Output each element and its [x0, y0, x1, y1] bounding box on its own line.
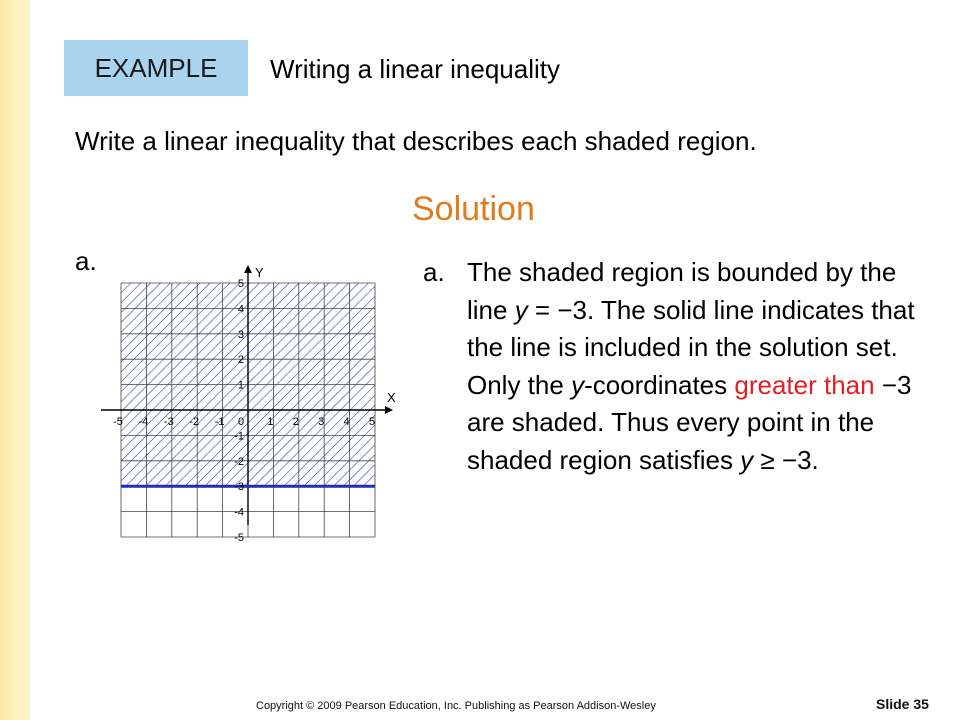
x-axis-label: X: [387, 390, 396, 405]
y-tick-label: -5: [234, 532, 244, 544]
solution-heading: Solution: [412, 190, 535, 228]
solution-var-y-2: y: [571, 369, 585, 400]
y-axis-arrow: [244, 265, 252, 273]
part-label: a.: [75, 246, 97, 276]
solution-text: [467, 254, 922, 479]
prompt-text: Write a linear inequality that describes each shaded region.: [75, 126, 757, 156]
solution-text-seg4: −3 are shaded. Thus every point in the shaded region satisfies: [467, 369, 912, 475]
y-tick-label: 4: [237, 303, 244, 316]
x-tick-label: -3: [163, 416, 174, 428]
example-badge: [64, 40, 248, 96]
solution-highlight: greater than: [734, 369, 875, 400]
example-title: Writing a linear inequality: [270, 54, 560, 84]
slide-number: Slide 35: [876, 696, 929, 712]
x-tick-label: 1: [267, 416, 274, 428]
y-tick-label: -1: [234, 430, 244, 443]
y-axis-label: Y: [255, 265, 264, 280]
y-tick-label: 1: [237, 379, 244, 392]
x-tick-label: 2: [292, 416, 299, 428]
footer-copyright: Copyright © 2009 Pearson Education, Inc. Publishing as Pearson Addison-Wesley: [256, 700, 656, 712]
solution-text-seg5: ≥ −3.: [753, 444, 819, 475]
example-badge-label: EXAMPLE: [94, 52, 218, 83]
solution-var-y-1: y: [514, 294, 528, 325]
y-tick-label: 5: [237, 278, 244, 290]
y-tick-label: -4: [234, 506, 244, 519]
decorative-left-stripe: [0, 0, 30, 720]
solution-marker: a.: [423, 257, 445, 287]
x-tick-label: 0: [237, 416, 245, 428]
x-tick-label: -5: [113, 416, 123, 428]
y-tick-label: -3: [234, 481, 244, 494]
solution-text-seg2: = −3. The solid line indicates that the line is included in the solution set. Only the: [467, 294, 915, 400]
inequality-graph: [96, 258, 396, 558]
solution-var-y-3: y: [740, 444, 754, 475]
x-tick-label: 3: [318, 416, 325, 428]
x-axis-arrow: [385, 406, 393, 414]
x-tick-label: -1: [214, 416, 225, 428]
x-tick-label: 4: [343, 416, 350, 428]
x-tick-label: -4: [138, 416, 149, 428]
solution-text-seg1: The shaded region is bounded by the line: [467, 257, 897, 325]
y-tick-label: 2: [237, 354, 244, 367]
solution-text-seg3: -coordinates: [584, 369, 735, 400]
x-tick-label: 5: [368, 416, 376, 428]
y-tick-label: -2: [234, 455, 244, 468]
x-tick-label: -2: [189, 416, 200, 428]
y-tick-label: 3: [237, 328, 244, 341]
